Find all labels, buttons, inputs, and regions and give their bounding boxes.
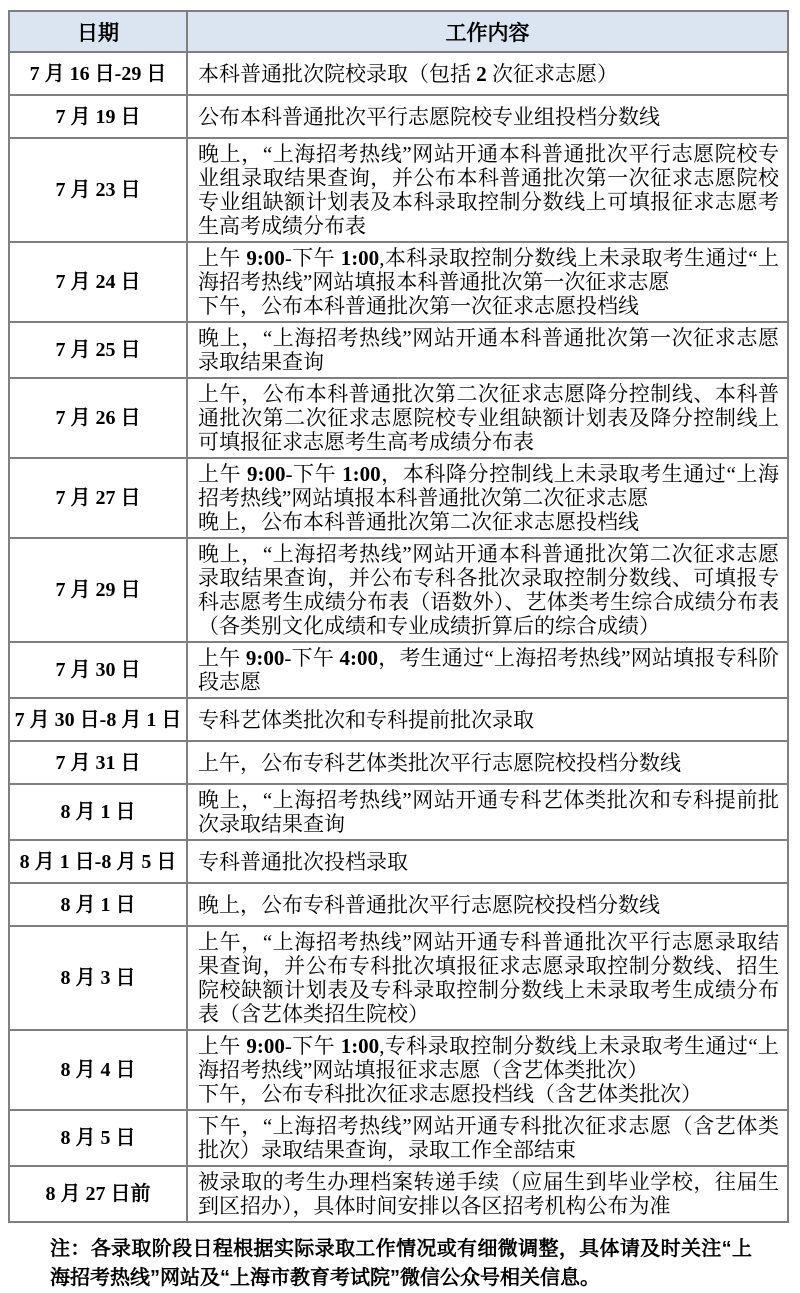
table-row bbox=[9, 458, 788, 538]
table-row bbox=[9, 322, 788, 378]
table-row bbox=[9, 378, 788, 458]
table-header-row bbox=[9, 11, 788, 52]
date-cell: 8 月 4 日 bbox=[9, 1030, 187, 1110]
table-row bbox=[9, 1166, 788, 1222]
content-cell bbox=[187, 784, 788, 840]
content-cell bbox=[187, 242, 788, 322]
content-cell bbox=[187, 883, 788, 926]
content-cell bbox=[187, 1110, 788, 1166]
content-cell bbox=[187, 538, 788, 642]
table-row bbox=[9, 242, 788, 322]
content-cell bbox=[187, 840, 788, 883]
date-cell: 7 月 19 日 bbox=[9, 95, 187, 138]
content-cell bbox=[187, 138, 788, 242]
header-date: 日期 bbox=[9, 11, 187, 52]
table-row bbox=[9, 840, 788, 883]
content-cell bbox=[187, 1166, 788, 1222]
date-cell: 7 月 24 日 bbox=[9, 242, 187, 322]
content-line: 晚上，“上海招考热线”网站开通专科艺体类批次和专科提前批次录取结果查询 bbox=[198, 788, 779, 836]
content-line: 专科艺体类批次和专科提前批次录取 bbox=[198, 707, 534, 732]
table-row bbox=[9, 52, 788, 95]
content-line: 晚上，公布本科普通批次第二次征求志愿投档线 bbox=[198, 510, 639, 534]
date-cell: 7 月 27 日 bbox=[9, 458, 187, 538]
content-cell bbox=[187, 458, 788, 538]
content-line: 下午，公布专科批次征求志愿投档线（含艺体类批次） bbox=[198, 1082, 702, 1106]
date-cell: 7 月 25 日 bbox=[9, 322, 187, 378]
schedule-table-body bbox=[9, 52, 788, 1222]
content-cell bbox=[187, 322, 788, 378]
footnote: 注：各录取阶段日程根据实际录取工作情况或有细微调整，具体请及时关注“上海招考热线”网站及“上海市教育考试院”微信公众号相关信息。 bbox=[50, 1238, 752, 1289]
date-cell: 7 月 23 日 bbox=[9, 138, 187, 242]
table-row bbox=[9, 926, 788, 1030]
content-cell bbox=[187, 95, 788, 138]
date-cell: 7 月 30 日-8 月 1 日 bbox=[9, 698, 187, 741]
table-row bbox=[9, 1030, 788, 1110]
date-cell: 8 月 27 日前 bbox=[9, 1166, 187, 1222]
date-cell: 8 月 5 日 bbox=[9, 1110, 187, 1166]
table-row bbox=[9, 741, 788, 784]
content-cell bbox=[187, 642, 788, 698]
date-cell: 8 月 1 日 bbox=[9, 784, 187, 840]
content-cell bbox=[187, 52, 788, 95]
table-row bbox=[9, 538, 788, 642]
content-line: 本科普通批次院校录取（包括 2 次征求志愿） bbox=[198, 61, 618, 86]
table-row bbox=[9, 642, 788, 698]
table-row bbox=[9, 95, 788, 138]
content-line: 被录取的考生办理档案转递手续（应届生到毕业学校，往届生到区招办），具体时间安排以各区招考机构公布为准 bbox=[198, 1170, 779, 1218]
content-line: 晚上，“上海招考热线”网站开通本科普通批次第一次征求志愿录取结果查询 bbox=[198, 326, 779, 374]
table-row bbox=[9, 698, 788, 741]
table-row bbox=[9, 883, 788, 926]
content-cell bbox=[187, 1030, 788, 1110]
table-row bbox=[9, 784, 788, 840]
date-cell: 8 月 1 日 bbox=[9, 883, 187, 926]
content-line: 晚上，“上海招考热线”网站开通本科普通批次第二次征求志愿录取结果查询，并公布专科各批次录取控制分数线、可填报专科志愿考生成绩分布表（语数外）、艺体类考生综合成绩分布表（各类别文化成绩和专业成绩折算后的综合成绩） bbox=[198, 542, 779, 638]
content-line: 上午 9:00-下午 1:00，本科降分控制线上未录取考生通过“上海招考热线”网站填报本科普通批次第二次征求志愿 bbox=[198, 462, 780, 510]
content-line: 晚上，公布专科普通批次平行志愿院校投档分数线 bbox=[198, 892, 660, 917]
date-cell: 8 月 1 日-8 月 5 日 bbox=[9, 840, 187, 883]
content-cell bbox=[187, 741, 788, 784]
content-line: 公布本科普通批次平行志愿院校专业组投档分数线 bbox=[198, 104, 660, 129]
date-cell: 7 月 30 日 bbox=[9, 642, 187, 698]
content-line: 上午，公布本科普通批次第二次征求志愿降分控制线、本科普通批次第二次征求志愿院校专业组缺额计划表及降分控制线上可填报征求志愿考生高考成绩分布表 bbox=[198, 382, 779, 454]
content-line: 下午，“上海招考热线”网站开通专科批次征求志愿（含艺体类批次）录取结果查询，录取工作全部结束 bbox=[198, 1114, 779, 1162]
date-cell: 7 月 29 日 bbox=[9, 538, 187, 642]
schedule-table bbox=[8, 10, 789, 1223]
content-line: 上午，“上海招考热线”网站开通专科普通批次平行志愿录取结果查询，并公布专科批次填报征求志愿录取控制分数线、招生院校缺额计划表及专科录取控制分数线上未录取考生成绩分布表（含艺体类招生院校） bbox=[198, 930, 779, 1026]
content-line: 上午，公布专科艺体类批次平行志愿院校投档分数线 bbox=[198, 750, 681, 775]
content-line: 上午 9:00-下午 4:00，考生通过“上海招考热线”网站填报专科阶段志愿 bbox=[198, 646, 780, 694]
date-cell: 7 月 16 日-29 日 bbox=[9, 52, 187, 95]
content-line: 上午 9:00-下午 1:00,本科录取控制分数线上未录取考生通过“上海招考热线”网站填报本科普通批次第一次征求志愿 bbox=[198, 246, 780, 294]
date-cell: 7 月 31 日 bbox=[9, 741, 187, 784]
content-line: 专科普通批次投档录取 bbox=[198, 849, 408, 874]
content-line: 晚上，“上海招考热线”网站开通本科普通批次平行志愿院校专业组录取结果查询，并公布本科普通批次第一次征求志愿院校专业组缺额计划表及本科录取控制分数线上可填报征求志愿考生高考成绩分布表 bbox=[198, 142, 779, 238]
date-cell: 7 月 26 日 bbox=[9, 378, 187, 458]
header-content: 工作内容 bbox=[187, 11, 788, 52]
date-cell: 8 月 3 日 bbox=[9, 926, 187, 1030]
content-line: 上午 9:00-下午 1:00,专科录取控制分数线上未录取考生通过“上海招考热线”网站填报征求志愿（含艺体类批次） bbox=[198, 1034, 780, 1082]
content-line: 下午，公布本科普通批次第一次征求志愿投档线 bbox=[198, 294, 639, 318]
content-cell bbox=[187, 926, 788, 1030]
content-cell bbox=[187, 698, 788, 741]
table-row bbox=[9, 138, 788, 242]
table-row bbox=[9, 1110, 788, 1166]
content-cell bbox=[187, 378, 788, 458]
